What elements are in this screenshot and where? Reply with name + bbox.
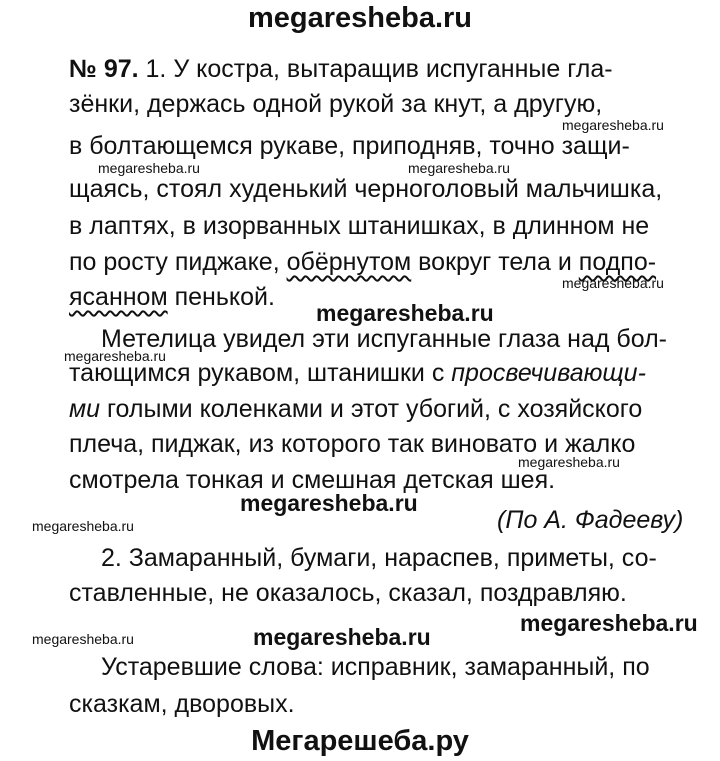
- text-line: [69, 358, 646, 388]
- exercise-number: № 97.: [69, 55, 139, 83]
- text-line: ставленные, не оказалось, сказал, поздравляю.: [69, 579, 627, 607]
- watermark-small: megaresheba.ru: [64, 348, 166, 364]
- text-span: вокруг тела и: [411, 248, 579, 276]
- watermark-small: megaresheba.ru: [32, 631, 134, 647]
- text-line: [69, 394, 642, 424]
- watermark-small: megaresheba.ru: [408, 160, 510, 176]
- wavy-underlined-word: ясанном: [69, 283, 168, 311]
- wavy-underlined-word: подпо-: [578, 248, 657, 276]
- text-line: сказкам, дворовых.: [69, 690, 295, 718]
- text-line: зёнки, держась одной рукой за кнут, а другую,: [69, 90, 603, 118]
- watermark-small: megaresheba.ru: [518, 454, 620, 470]
- text-line: [69, 282, 275, 312]
- watermark-small: megaresheba.ru: [98, 160, 200, 176]
- text-span: голыми коленками и этот убогий, с хозяйского: [100, 395, 643, 423]
- text-line: щаясь, стоял худенький черноголовый мальчишка,: [69, 175, 663, 203]
- watermark-bold: megaresheba.ru: [520, 610, 698, 636]
- watermark-bold: megaresheba.ru: [316, 300, 494, 326]
- text-line: плеча, пиджак, из которого так виновато и жалко: [69, 430, 636, 458]
- text-line: Устаревшие слова: исправник, замаранный, по: [101, 653, 650, 681]
- text-span: по росту пиджаке,: [69, 248, 287, 276]
- watermark-small: megaresheba.ru: [562, 275, 664, 291]
- text-line: [69, 247, 656, 277]
- watermark-bottom: Мегарешеба.ру: [251, 725, 469, 757]
- wavy-underlined-word: обёрнутом: [286, 248, 412, 276]
- italic-word: просвечивающи-: [451, 359, 646, 387]
- watermark-top: megaresheba.ru: [247, 2, 473, 34]
- text-line: Метелица увидел эти испуганные глаза над бол-: [101, 325, 667, 353]
- watermark-bold: megaresheba.ru: [253, 624, 431, 650]
- italic-word: ми: [69, 395, 101, 423]
- watermark-bold: megaresheba.ru: [240, 490, 418, 516]
- text-line: 2. Замаранный, бумаги, нараспев, приметы, со-: [101, 544, 657, 572]
- watermark-small: megaresheba.ru: [562, 117, 664, 133]
- text-line: [69, 54, 613, 84]
- text-span: пенькой.: [167, 283, 275, 311]
- text-line: смотрела тонкая и смешная детская шея.: [69, 466, 556, 494]
- text-line: в болтающемся рукаве, приподняв, точно защи-: [69, 132, 630, 160]
- text-span: 1. У костра, вытаращив испуганные гла-: [145, 55, 613, 83]
- text-line: в лаптях, в изорванных штанишках, в длинном не: [69, 212, 650, 240]
- source-attribution: (По А. Фадееву): [497, 506, 684, 534]
- watermark-small: megaresheba.ru: [32, 518, 134, 534]
- text-span: тающимся рукавом, штанишки с: [69, 359, 452, 387]
